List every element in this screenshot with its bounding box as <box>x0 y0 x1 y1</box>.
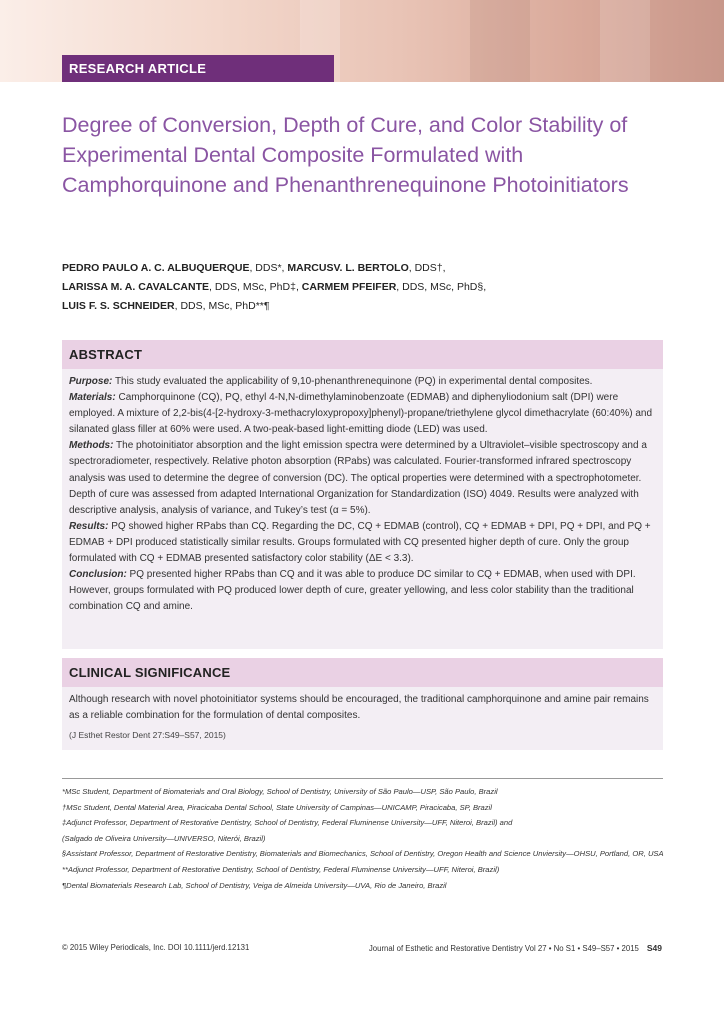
journal-citation: (J Esthet Restor Dent 27:S49–S57, 2015) <box>69 730 226 741</box>
copyright-doi: © 2015 Wiley Periodicals, Inc. DOI 10.1111/jerd.12131 <box>62 943 250 952</box>
author-name: CARMEM PFEIFER <box>301 281 397 293</box>
abstract-results <box>69 519 656 567</box>
footnote: (Salgado de Oliveira University—UNIVERSO, Niterói, Brazil) <box>62 833 266 843</box>
section-text: This study evaluated the applicability of 9,10-phenanthrenequinone (PQ) in experimental dental composites. <box>112 376 593 387</box>
abstract-conclusion <box>69 567 656 615</box>
abstract-purpose <box>69 374 656 390</box>
author-credentials: , DDS, MSc, PhD**¶ <box>174 300 270 312</box>
section-label: Purpose: <box>69 376 113 387</box>
footnote: §Assistant Professor, Department of Restorative Dentistry, Biomaterials and Biomechanics, School of Dentistry, Oregon Health and Science Unviersity—OHSU, Portland, OR, USA <box>62 849 664 859</box>
author-list <box>62 259 682 316</box>
section-text: The photoinitiator absorption and the light emission spectra were determined by a Ultraviolet–visible spectroscopy and a spectroradiometer, respectively. Relative photon absorption (RPabs) was calculated. Fourier-transformed infrared spectroscopy analysis was used to determine the degree of conversion (DC). The optical properties were determined with a spectrophotometer. Depth of cure was assessed from adapted International Organization for Standardization (ISO) 4049. Results were analyzed with descriptive analysis, analysis of variance, and Tukey’s test (α = 5%). <box>69 440 647 516</box>
author-name: LUIS F. S. SCHNEIDER <box>62 300 175 312</box>
section-text: Camphorquinone (CQ), PQ, ethyl 4-N,N-dimethylaminobenzoate (EDMAB) and diphenyliodonium salt (DPI) were employed. A mixture of 2,2-bis(4-[2-hydroxy-3-methacryloxypropoxy]phenyl)-propane/triethylene glycol dimethacrylate (60:40%) and silanated glass filler at 60% were used. A two-peak-based light-emitting diode (LED) was used. <box>69 392 653 436</box>
section-label: Results: <box>69 520 109 532</box>
abstract-box <box>62 340 663 649</box>
footnote-divider <box>62 778 663 779</box>
abstract-body <box>62 369 663 622</box>
abstract-header: ABSTRACT <box>62 340 663 369</box>
author-credentials: , DDS, MSc, PhD§, <box>396 281 487 293</box>
section-text: PQ presented higher RPabs than CQ and it was able to produce DC similar to CQ + EDMAB, when used with DPI. However, groups formulated with PQ produced lower depth of cure, greater yellowing, and less color stability than the traditional combination CQ and amine. <box>69 569 636 613</box>
footnote: ‡Adjunct Professor, Department of Restorative Dentistry, School of Dentistry, Federal Fluminense University—UFF, Niteroi, Brazil) and <box>62 818 513 828</box>
abstract-materials <box>69 390 656 438</box>
page-number: S49 <box>646 943 662 953</box>
section-label: Materials: <box>69 392 116 404</box>
journal-reference: Journal of Esthetic and Restorative Dentistry Vol 27 • No S1 • S49–S57 • 2015 <box>368 944 639 953</box>
footnote: **Adjunct Professor, Department of Restorative Dentistry, School of Dentistry, Federal Fluminense University—UFF, Niteroi, Brazil) <box>62 864 500 874</box>
author-credentials: , DDS, MSc, PhD‡, <box>209 281 302 293</box>
article-title: Degree of Conversion, Depth of Cure, and Color Stability of Experimental Dental Composite Formulated with Camphorquinone and Phenanthrenequinone Photoinitiators <box>62 113 629 197</box>
author-name: PEDRO PAULO A. C. ALBUQUERQUE <box>62 262 250 274</box>
author-credentials: , DDS*, <box>249 262 288 274</box>
abstract-methods <box>69 438 656 518</box>
footnote: ¶Dental Biomaterials Research Lab, School of Dentistry, Veiga de Almeida University—UVA, Rio de Janeiro, Brazil <box>62 880 447 890</box>
author-name: MARCUSV. L. BERTOLO <box>287 262 409 274</box>
journal-footer <box>369 943 662 953</box>
section-label: Conclusion: <box>69 569 127 581</box>
author-name: LARISSA M. A. CAVALCANTE <box>62 281 209 293</box>
author-credentials: , DDS†, <box>408 262 446 274</box>
clinical-body <box>62 687 663 750</box>
clinical-text: Although research with novel photoinitiator systems should be encouraged, the traditional camphorquinone and amine pair remains as a reliable combination for the formulation of dental composites. <box>69 694 649 722</box>
clinical-significance-box <box>62 658 663 750</box>
footnote: †MSc Student, Dental Material Area, Piracicaba Dental School, State University of Campinas—UNICAMP, Piracicaba, SP, Brazil <box>62 802 492 812</box>
section-label: Methods: <box>69 440 114 452</box>
section-text: PQ showed higher RPabs than CQ. Regarding the DC, CQ + EDMAB (control), CQ + EDMAB + DPI, PQ + DPI, and PQ + EDMAB + DPI produced statistically similar results. Groups formulated with CQ presented higher depth of cure. Only the group formulated with CQ + EDMAB presented satisfactory color stability (ΔE < 3.3). <box>69 520 651 565</box>
footnote: *MSc Student, Department of Biomaterials and Oral Biology, School of Dentistry, University of São Paulo—USP, São Paulo, Brazil <box>62 787 498 796</box>
clinical-header: CLINICAL SIGNIFICANCE <box>62 658 663 687</box>
article-type-tag: RESEARCH ARTICLE <box>62 55 334 82</box>
affiliation-footnotes <box>62 784 667 893</box>
